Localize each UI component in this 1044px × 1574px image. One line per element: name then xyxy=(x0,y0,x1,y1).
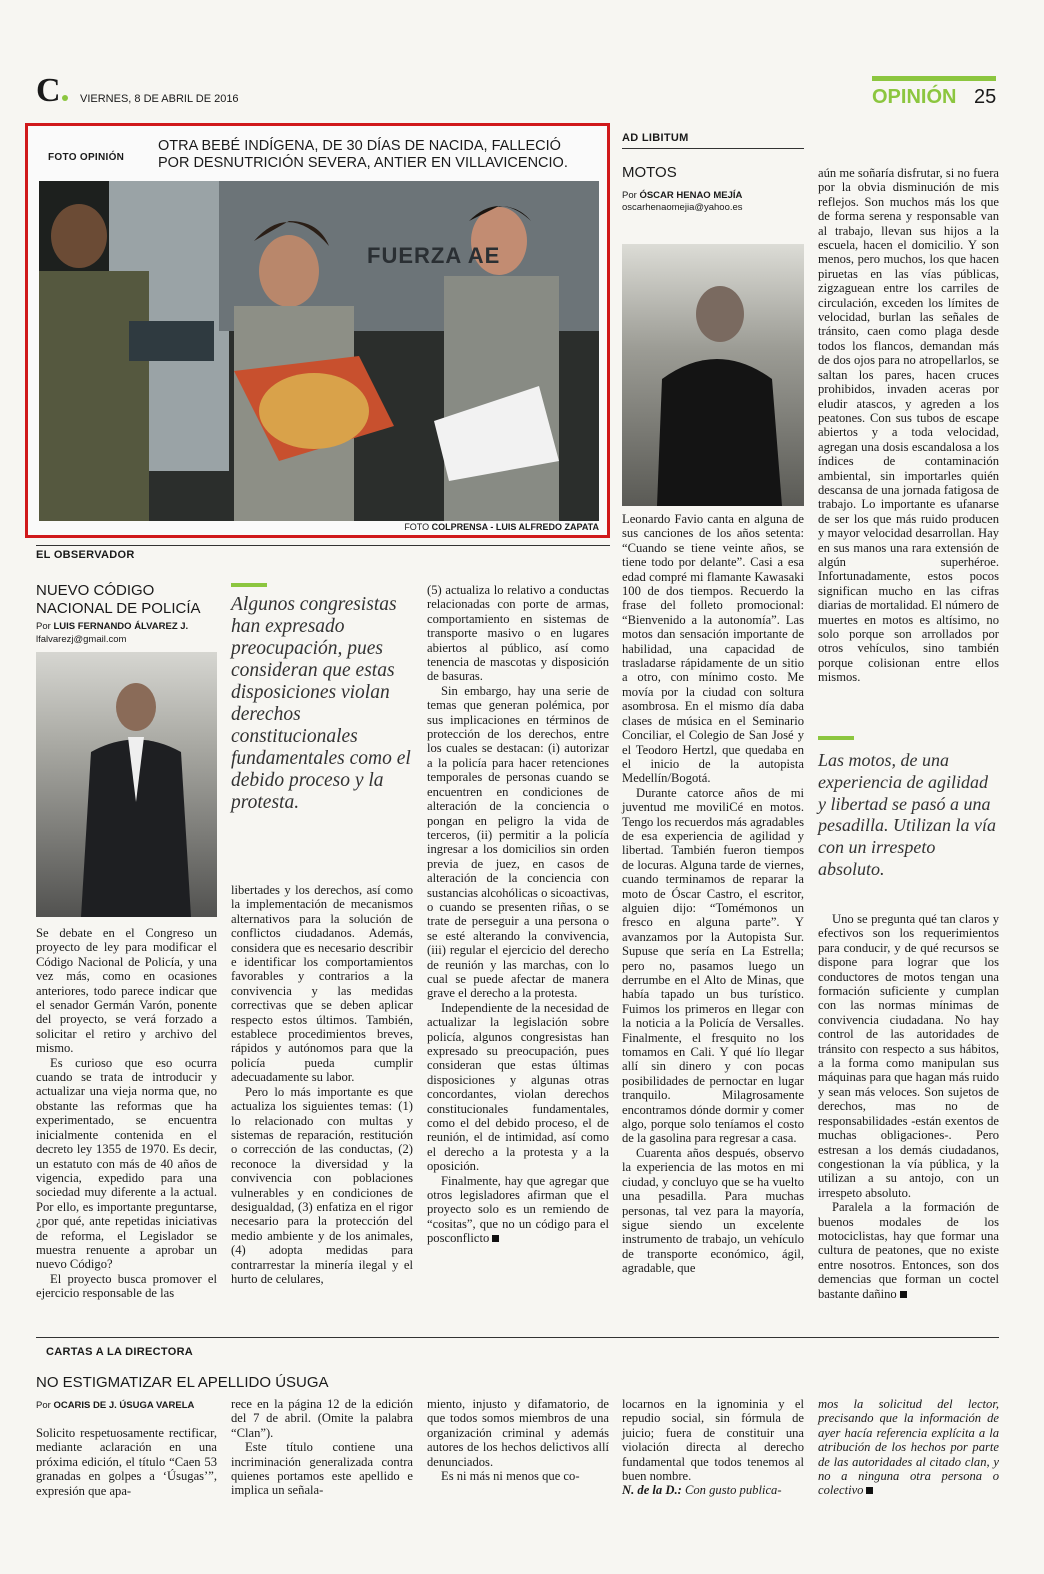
end-mark-icon xyxy=(900,1291,907,1298)
paragraph: Pero lo más importante es que actualiza los siguientes temas: (1) lo relacionado con multas y sistemas de reparación, restitución o corrección de las conductas, (2) reconoce la diversidad y la convivencia con poblaciones vulnerables y en condiciones de desigualdad, (3) enfatiza en el rigor necesario para la protección del medio ambiente y de los animales, (4) adopta medidas para contrarrestar la minería ilegal y el hurto de celulares, xyxy=(231,1084,413,1286)
observador-column-2 xyxy=(231,883,413,1286)
paragraph: libertades y los derechos, así como la implementación de mecanismos alternativos para la solución de conflictos ciudadanos. Además, considera que es necesario describir e identificar los comportamientos favorables y contrarios a la convivencia y las medidas correctivas que se deben aplicar respecto estos últimos. También, establece procedimientos breves, rápidos y autónomos para que la policía pueda cumplir adecuadamente su labor. xyxy=(231,883,413,1085)
paragraph: Este título contiene una incriminación generalizada contra quienes portamos este apellido e implica un señala- xyxy=(231,1440,413,1498)
observador-title xyxy=(36,582,236,618)
cartas-column-4 xyxy=(622,1397,804,1498)
paragraph: aún me soñaría disfrutar, si no fuera por la obvia disminución de mis reflejos. Son muchos más los que de forma serena y responsable van al trabajo, llevan sus hijos a la escuela, hacen el domicilio. Y son menos, pero muchos, los que hacen piruetas en las vías públicas, zigzaguean entre los carriles de circulación, exceden los límites de velocidad, burlan las señales de tránsito, caen como plaga desde todos los flancos, demandan más de dos ojos para no atropellarlos, se saltan los pares, hacen cruces prohibidos, invaden aceras por eludir atascos, y agreden a los peatones. Con sus tubos de escape abiertos y a toda velocidad, agregan una dosis escandalosa a los índices de contaminación ambiental, sin importarles quién descansa de una jornada fatigosa de trabajo. Lo importante es ufanarse de ser los que más ruido producen y mayor velocidad desarrollan. Hay en sus manos una rara extensión de algún superhéroe. Infortunadamente, estos pocos significan mucho en las cifras diarias de mortalidad. El número de muertes en motos es altísimo, no solo porque son arrollados por otros vehículos, sino también porque colisionan entre ellos mismos. xyxy=(818,166,999,685)
paragraph: El proyecto busca promover el ejercicio responsable de las xyxy=(36,1271,217,1301)
author-photo-alvarez xyxy=(36,652,217,917)
paragraph: Es ni más ni menos que co- xyxy=(441,1469,580,1484)
observador-title-line-1: NUEVO CÓDIGO xyxy=(36,582,155,599)
author-photo-graphic xyxy=(622,244,804,506)
byline-author: OCARIS DE J. ÚSUGA VARELA xyxy=(53,1400,195,1411)
adlibitum-column-2b xyxy=(818,912,999,1301)
adlibitum-pullquote: Las motos, de una experiencia de agilidad y libertad se pasó a una pesadilla. Utilizan la vía con un irrespeto absoluto. xyxy=(818,750,996,879)
section-name: OPINIÓN xyxy=(872,86,957,108)
end-mark-icon xyxy=(866,1487,873,1494)
news-photo-graphic xyxy=(39,181,599,521)
cartas-column-1 xyxy=(36,1426,217,1498)
adlibitum-column-1 xyxy=(622,512,804,1276)
paragraph: miento, injusto y difamatorio, de que todos somos miembros de una organización criminal y además autores de los hechos delictivos allí denunciados. xyxy=(427,1397,609,1469)
cartas-column-3 xyxy=(427,1397,609,1483)
logo xyxy=(36,74,68,108)
paragraph xyxy=(427,1174,609,1246)
end-mark-icon xyxy=(492,1235,499,1242)
photo-credit-prefix: FOTO xyxy=(404,522,430,532)
byline-by: Por xyxy=(36,621,51,632)
paragraph: rece en la página 12 de la edición del 7 de abril. (Omite la palabra “Clan”). xyxy=(231,1397,413,1440)
foto-opinion-box xyxy=(25,123,610,538)
byline-by: Por xyxy=(36,1400,51,1411)
paragraph: Solicito respetuosamente rectificar, mediante aclaración en una próxima edición, el título “Caen 53 granadas en golpes a ‘Úsugas’”, expresión que apa- xyxy=(36,1426,217,1498)
adlibitum-rule xyxy=(622,148,804,149)
cartas-title: NO ESTIGMATIZAR EL APELLIDO ÚSUGA xyxy=(36,1374,329,1391)
page-number: 25 xyxy=(974,86,997,108)
photo-caption-line-2: POR DESNUTRICIÓN SEVERA, ANTIER EN VILLAVICENCIO. xyxy=(158,155,568,171)
paragraph: (5) actualiza lo relativo a conductas relacionadas con porte de armas, comportamiento en sistemas de transporte masivo o en lugares abiertos al público, así como tenencia de mascotas y disposición de basuras. xyxy=(427,583,609,684)
section-accent-bar xyxy=(872,76,996,81)
observador-pullquote-accent xyxy=(231,583,267,587)
adlibitum-pullquote-accent xyxy=(818,736,854,740)
paragraph: Cuarenta años después, observo la experiencia de las motos en mi ciudad, y concluyo que se ha vuelto una pesadilla. Para muchas personas, tal vez para la mayoría, sigue siendo un excelente instrumento de trabajo, un vehículo de transporte económico, ágil, agradable, que xyxy=(622,1145,804,1276)
cartas-column-5 xyxy=(818,1397,999,1498)
paragraph: Independiente de la necesidad de actualizar la legislación sobre policía, algunos congresistas han expresado su preocupación, pues consideran que estas últimas disposiciones y algunas otras concordantes, violan derechos constitucionales fundamentales, como el del debido proceso, el de reunión, el de intimidad, así como el derecho a la protesta y a la oposición. xyxy=(427,1000,609,1174)
paragraph: Leonardo Favio canta en alguna de sus canciones de los años setenta: “Cuando se tiene veinte años, se tiene todo por delante”. Casi a esa edad compré mi flamante Kawasaki 100 de dos tiempos. Recuerdo la frase del folleto promocional: “Bienvenido a la autonomía”. Las motos dan sensación importante de habilidad, una capacidad de trasladarse rápidamente de un sitio a otro, con mínimo costo. Me movía por la ciudad con soltura asombrosa. En el mismo día daba clases de música en el Seminario Conciliar, el Colegio de San José y el Teodoro Hertzl, que quedaba en el inicio de la autopista Medellín/Bogotá. xyxy=(622,512,804,786)
paragraph xyxy=(818,1200,999,1301)
observador-email: lfalvarezj@gmail.com xyxy=(36,634,127,645)
paragraph: Se debate en el Congreso un proyecto de ley para modificar el Código Nacional de Policía, y una vez más, como en ocasiones anteriores, todo parece indicar que el senador Germán Varón, ponente del proyecto, se verá forzado a solicitar el retiro y archivo del mismo. xyxy=(36,926,217,1056)
byline-by: Por xyxy=(622,190,637,201)
observador-column-1 xyxy=(36,926,217,1301)
photo-credit-name: COLPRENSA - LUIS ALFREDO ZAPATA xyxy=(431,522,599,532)
byline-author: ÓSCAR HENAO MEJÍA xyxy=(639,190,743,201)
author-photo-graphic xyxy=(36,652,217,917)
editor-note-label: N. de la D.: xyxy=(622,1483,682,1498)
observador-rule xyxy=(36,545,610,546)
cartas-column-2 xyxy=(231,1397,413,1498)
photo-caption-line-1: OTRA BEBÉ INDÍGENA, DE 30 DÍAS DE NACIDA, FALLECIÓ xyxy=(158,138,561,154)
observador-section: EL OBSERVADOR xyxy=(36,549,135,561)
editor-note xyxy=(622,1483,804,1497)
adlibitum-email: oscarhenaomejia@yahoo.es xyxy=(622,202,743,213)
issue-date: VIERNES, 8 DE ABRIL DE 2016 xyxy=(80,93,239,105)
byline-author: LUIS FERNANDO ÁLVAREZ J. xyxy=(53,621,189,632)
paragraph: locarnos en la ignominia y el repudio social, sin fórmula de juicio; fuera de constituir una violación directa al derecho fundamental que todos tenemos al buen nombre. xyxy=(622,1397,804,1484)
cartas-rule xyxy=(36,1337,999,1338)
cartas-byline xyxy=(36,1400,194,1412)
paragraph: Uno se pregunta qué tan claros y efectivos son los requerimientos para conducir, y de qué recursos se dispone para lograr que los conductores de motos tengan una formación suficiente y cumplan con las normas mínimas de convivencia ciudadana. No hay control de las autoridades de tránsito con respecto a sus hábitos, a la forma como manipulan sus máquinas para que hagan más ruido y sean más veloces. Son sujetos de derechos, mas no de responsabilidades -están exentos de muchas obligaciones-. Pero estresan a los demás ciudadanos, congestionan la vía pública, y la utilizan a su antojo, con un irrespeto absoluto. xyxy=(818,912,999,1200)
photo-credit xyxy=(404,522,599,532)
logo-dot xyxy=(62,95,68,101)
adlibitum-byline xyxy=(622,190,742,202)
paragraph: Sin embargo, hay una serie de temas que generan polémica, por sus implicaciones en términos de protección de los derechos, entre los cuales se destacan: (i) autorizar a la policía para hacer retenciones temporales de personas cuando se encuentren en condiciones de alteración de la conciencia o pongan en peligro la vida de terceros, (ii) permitir a la policía ingresar a los domicilios sin orden previa de juez, en casos de alteración de la conciencia con sustancias alcohólicas o sicoactivas, o cuando se presenten riñas, o se trate de perseguir a una persona o se esté alterando la convivencia, (iii) regular el ejercicio del derecho de reunión y las marchas, con lo cual se puede afectar de manera grave el derecho a la protesta. xyxy=(427,683,609,1001)
paragraph-text: Paralela a la formación de buenos modales de los motociclistas, hay que formar una cultura de peatones, que no existe entre nosotros. Entonces, son dos demencias que forman un coctel bastante dañino xyxy=(818,1200,999,1301)
observador-pullquote: Algunos congresistas han expresado preocupación, pues consideran que estas disposiciones violan derechos constitucionales fundamentales como el debido proceso y la protesta. xyxy=(231,594,411,813)
plane-lettering: FUERZA AE xyxy=(367,243,501,268)
observador-column-3 xyxy=(427,583,609,1246)
paragraph: Es curioso que eso ocurra cuando se trata de introducir y actualizar una vieja norma que, no obstante las reformas que ha experimentado, se encuentra inicialmente contenida en el decreto ley 1355 de 1970. Es decir, un estatuto con más de 40 años de vigencia, expedido para una sociedad muy diferente a la actual. Por ello, es importante preguntarse, ¿por qué, ante repetidas iniciativas de reforma, el Legislador se muestra renuente a aprobar un nuevo Código? xyxy=(36,1055,217,1272)
adlibitum-title: MOTOS xyxy=(622,164,677,181)
paragraph xyxy=(818,1397,999,1498)
observador-byline xyxy=(36,621,188,633)
adlibitum-section: AD LIBITUM xyxy=(622,132,689,144)
observador-title-line-2: NACIONAL DE POLICÍA xyxy=(36,600,201,617)
paragraph: Durante catorce años de mi juventud me moviliCé en motos. Tengo los recuerdos más agradables de esa experiencia de agilidad y libertad. También fueron tiempos de locuras. Alguna tarde de viernes, cuando terminamos de reparar la moto de Óscar Castro, el escritor, alguien dijo: “Tomémonos un fresco en alguna parte”. Y avanzamos por la Autopista Sur. Supuse que sería en La Estrella; pero no, pasamos luego un derrumbe en el Alto de Minas, que había tapado un bus turístico. Fuimos los primeros en llegar con la noticia a la Policía de Versalles. Finalmente, el fresquito no los tomamos en Cali. Y qué lío llegar allí sin dinero y con pocas posibilidades de pernoctar en lugar tranquilo. Milagrosamente encontramos dónde dormir y comer algo, porque solo teníamos el costo de la gasolina para regresar a casa. xyxy=(622,785,804,1146)
photo-caption xyxy=(158,138,608,172)
adlibitum-column-2a xyxy=(818,166,999,685)
editor-note-text: Con gusto publica- xyxy=(684,1483,782,1498)
paragraph-text: mos la solicitud del lector, precisando que la información de ayer hacía referencia explícita a la atribución de los hechos por parte de las autoridades al citado clan, y no a ninguna otra persona o colectivo xyxy=(818,1397,999,1498)
news-photo xyxy=(39,181,599,521)
author-photo-henao xyxy=(622,244,804,506)
cartas-section: CARTAS A LA DIRECTORA xyxy=(46,1346,194,1358)
logo-letter: C xyxy=(36,72,61,109)
masthead xyxy=(36,72,1006,109)
foto-opinion-label: FOTO OPINIÓN xyxy=(48,152,125,163)
paragraph-text: Finalmente, hay que agregar que otros legisladores afirman que el proyecto solo es un remiendo de “cositas”, que no un código para el posconflicto xyxy=(427,1173,609,1246)
